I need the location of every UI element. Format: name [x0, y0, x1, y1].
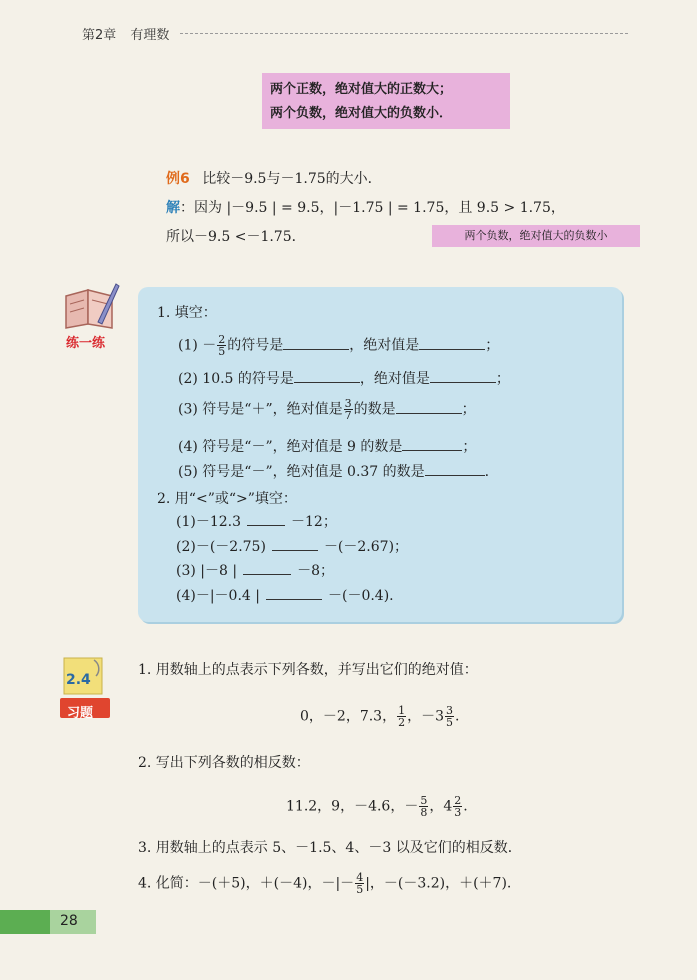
example-label: 例6: [166, 171, 190, 187]
exercise-q2: 2. 写出下列各数的相反数：: [138, 755, 310, 771]
q2-frac-b-num: 2: [454, 794, 462, 807]
q1-4-end: ；: [462, 439, 477, 455]
practice-q1-3: [178, 398, 476, 421]
q1-2-text-2: ，绝对值是: [359, 371, 430, 387]
q2-frac-a-den: 8: [420, 806, 428, 819]
q1-frac-a-num: 1: [398, 704, 406, 717]
exercise-q1: 1. 用数轴上的点表示下列各数，并写出它们的绝对值：: [138, 662, 478, 678]
q1-3-frac-num: 3: [344, 397, 352, 410]
answer-blank[interactable]: [243, 560, 291, 575]
q1-frac-b-num: 3: [446, 704, 454, 717]
q4-text-a: 4. 化简：－(＋5)，＋(－4)，－|－: [138, 875, 355, 892]
q1-3-text: (3) 符号是“＋”，绝对值是: [178, 401, 343, 418]
running-header: [82, 24, 169, 43]
q2-nums-a: 11.2，9，－4.6，－: [286, 798, 419, 815]
practice-q2-2: [176, 536, 408, 556]
q2-1-right: －12；: [291, 514, 337, 530]
answer-blank[interactable]: [402, 436, 462, 451]
exercise-q1-numbers: [300, 705, 459, 728]
q2-frac-a-num: 5: [420, 794, 428, 807]
header-divider: [180, 33, 628, 34]
answer-blank[interactable]: [283, 335, 349, 350]
solution-line-1: ：因为 |－9.5 | = 9.5，|－1.75 | = 1.75，且 9.5 > 1.75，: [180, 200, 565, 216]
example-question: [166, 168, 382, 188]
q1-nums-c: .: [455, 708, 460, 725]
exercises-number: 2.4: [66, 672, 91, 688]
answer-blank[interactable]: [272, 536, 318, 551]
practice-q1-4: [178, 436, 476, 456]
q1-2-end: ；: [495, 371, 510, 387]
book-pencil-icon: [62, 282, 120, 330]
q1-nums-b: ，－3: [407, 708, 445, 725]
q4-fraction: [355, 872, 364, 895]
answer-blank[interactable]: [430, 368, 496, 383]
practice-q2-1: [176, 511, 337, 531]
q1-3-text-2: 的数是: [353, 401, 396, 418]
rule-box: [262, 73, 510, 129]
q2-frac-a: [419, 795, 428, 818]
practice-q2-3: [176, 560, 334, 580]
example-solution: [166, 197, 565, 217]
q2-nums-c: .: [463, 798, 468, 815]
q1-3-frac-den: 7: [344, 409, 352, 422]
practice-q1-2: [178, 368, 510, 388]
answer-blank[interactable]: [294, 368, 360, 383]
q1-1-frac-den: 5: [218, 345, 226, 358]
rule-line-1: 两个正数，绝对值大的正数大；: [270, 82, 453, 97]
solution-line-2: 所以－9.5 <－1.75．: [166, 229, 306, 245]
q1-5-text: (5) 符号是“－”，绝对值是 0.37 的数是: [178, 464, 425, 480]
answer-blank[interactable]: [247, 511, 285, 526]
q1-frac-b-den: 5: [446, 716, 454, 729]
exercise-q4: [138, 872, 511, 895]
example-question-text: 比较－9.5与－1.75的大小．: [202, 171, 382, 187]
practice-q2-4: [176, 585, 394, 605]
exercise-q3: 3. 用数轴上的点表示 5、－1.5、4、－3 以及它们的相反数．: [138, 840, 522, 856]
q1-3-fraction: [344, 398, 353, 421]
q4-text-b: |，－(－3.2)，＋(＋7).: [365, 875, 512, 892]
practice-q2-title: 2. 用“<”或“>”填空：: [157, 491, 297, 507]
chapter-title: 有理数: [130, 28, 170, 43]
q2-3-left: (3) |－8 |: [176, 563, 238, 579]
practice-q1-title: 1. 填空：: [157, 305, 217, 321]
q1-1-text-2: ，绝对值是: [349, 337, 420, 354]
practice-label: 练一练: [66, 336, 106, 351]
q1-4-text: (4) 符号是“－”，绝对值是 9 的数是: [178, 439, 403, 455]
q2-1-left: (1)－12.3: [176, 514, 242, 530]
q1-1-text: 的符号是: [227, 337, 284, 354]
answer-blank[interactable]: [266, 585, 322, 600]
q1-frac-b: [445, 705, 454, 728]
exercises-label: 习题: [67, 706, 94, 721]
q2-2-left: (2)－(－2.75): [176, 539, 266, 555]
q1-1-fraction: [217, 334, 226, 357]
page-number: 28: [60, 913, 78, 929]
exercise-q2-numbers: [286, 795, 468, 818]
rule-line-2: 两个负数，绝对值大的负数小．: [270, 106, 453, 121]
q1-1-prefix: (1) －: [178, 337, 217, 354]
q2-4-left: (4)－|－0.4 |: [176, 588, 260, 604]
q1-2-text: (2) 10.5 的符号是: [178, 371, 294, 387]
solution-label: 解: [166, 200, 180, 216]
q1-nums-a: 0，－2，7.3，: [300, 708, 397, 725]
answer-blank[interactable]: [419, 335, 485, 350]
q1-frac-a-den: 2: [398, 716, 406, 729]
q1-5-end: .: [484, 464, 490, 480]
q4-frac-den: 5: [356, 883, 364, 896]
q2-frac-b: [453, 795, 462, 818]
q4-frac-num: 4: [356, 871, 364, 884]
q2-3-right: －8；: [297, 563, 334, 579]
chapter-number: 第2章: [82, 28, 117, 43]
q2-2-right: －(－2.67)；: [323, 539, 409, 555]
q2-frac-b-den: 3: [454, 806, 462, 819]
q1-1-end: ；: [485, 337, 500, 354]
practice-q1-5: [178, 461, 489, 481]
margin-note: 两个负数，绝对值大的负数小: [432, 225, 640, 247]
q1-3-end: ；: [461, 401, 476, 418]
q1-frac-a: [397, 705, 406, 728]
answer-blank[interactable]: [425, 461, 485, 476]
practice-q1-1: [178, 334, 499, 357]
q2-4-right: －(－0.4).: [327, 588, 394, 604]
answer-blank[interactable]: [396, 399, 462, 414]
q1-1-frac-num: 2: [218, 333, 226, 346]
q2-nums-b: ，4: [429, 798, 453, 815]
